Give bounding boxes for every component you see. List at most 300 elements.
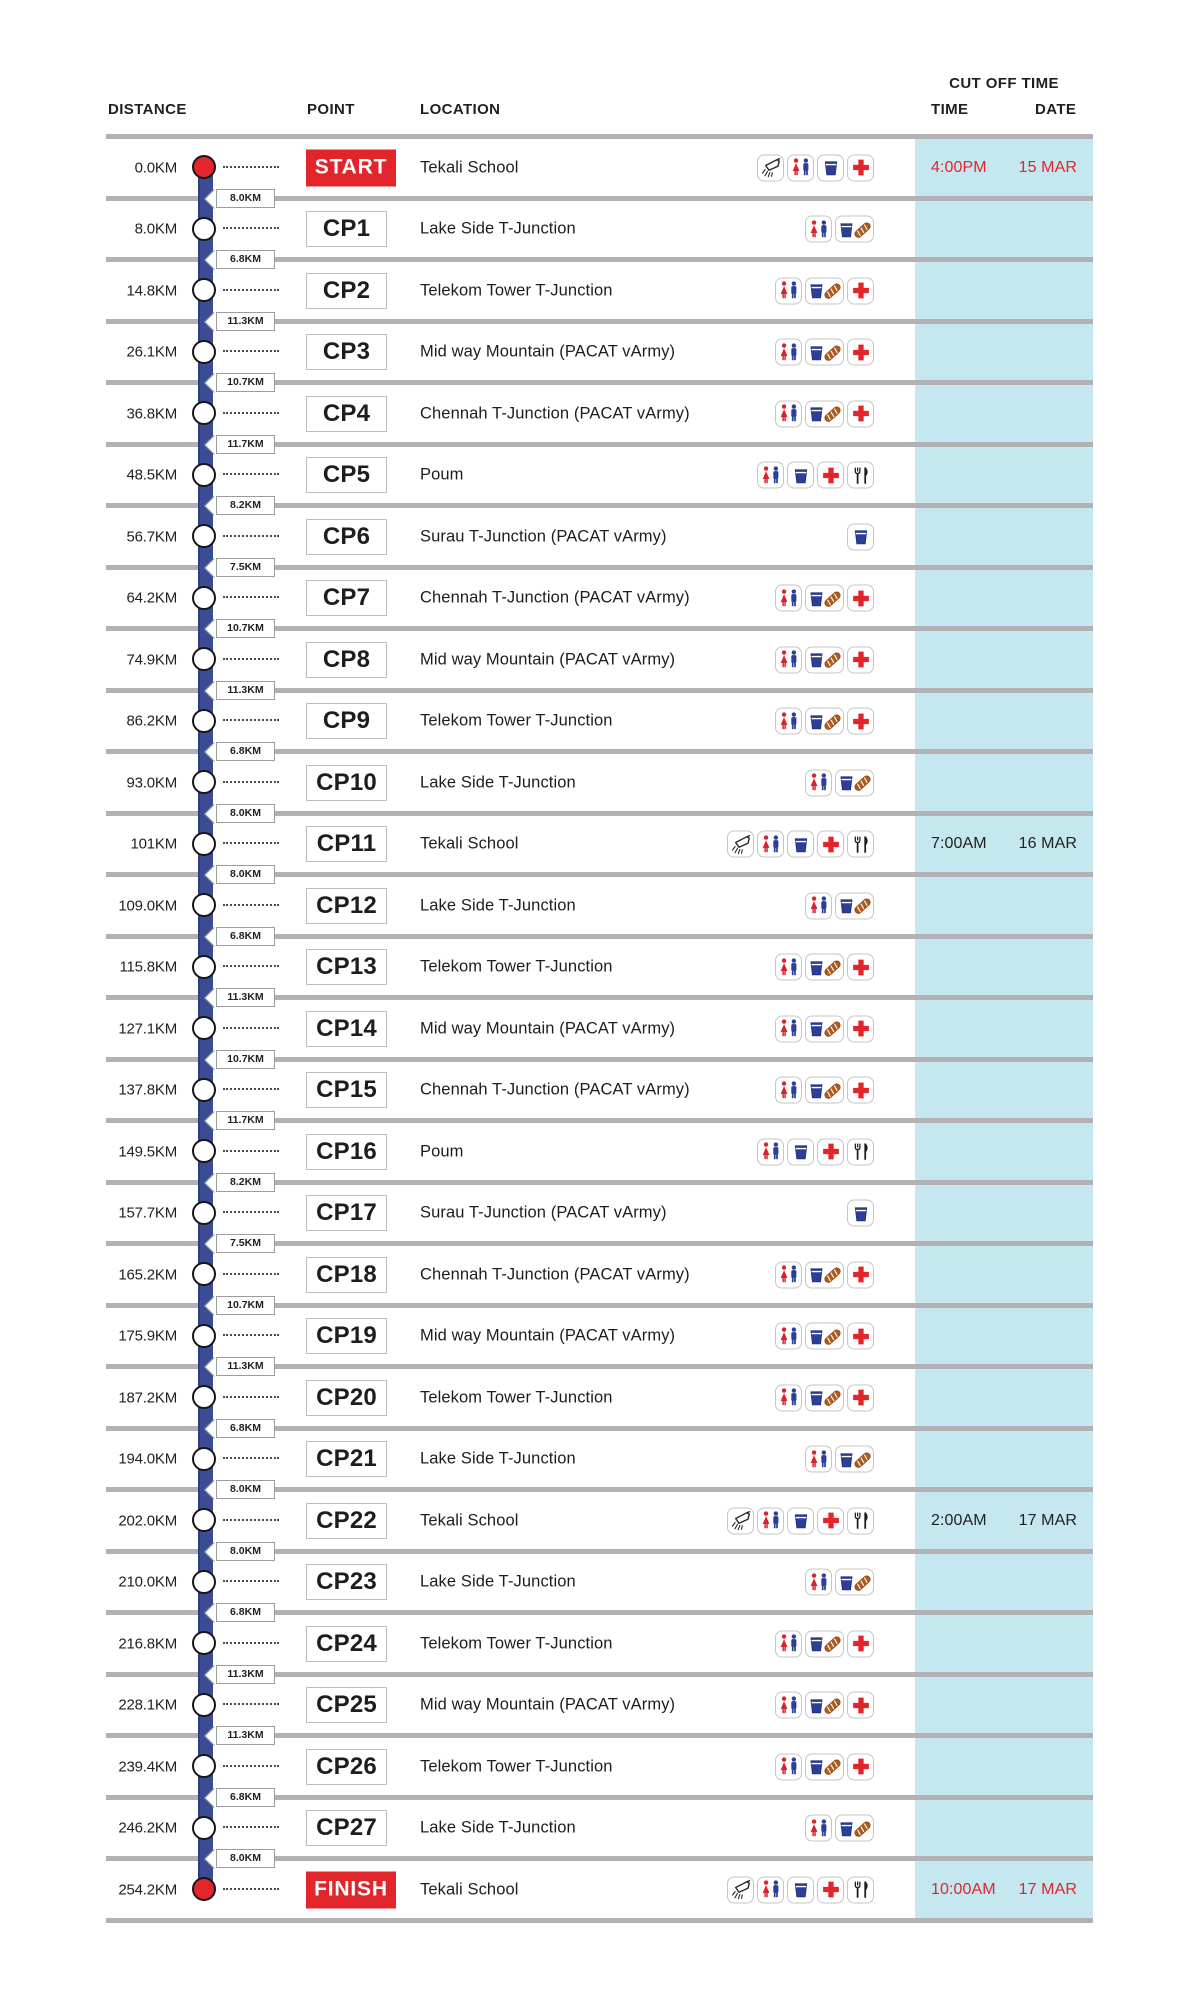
timeline-node: [192, 1385, 216, 1409]
table-row: [0, 1861, 1200, 1918]
location-label: Telekom Tower T-Junction: [420, 1388, 613, 1407]
toilet-icon: [775, 1015, 802, 1042]
leader-dots: [223, 1826, 279, 1828]
location-label: Telekom Tower T-Junction: [420, 957, 613, 976]
medic-icon: [847, 1753, 874, 1780]
toilet-icon: [775, 585, 802, 612]
location-label: Lake Side T-Junction: [420, 896, 576, 915]
table-row: [0, 1615, 1200, 1672]
leader-dots: [223, 227, 279, 229]
timeline-node: [192, 1078, 216, 1102]
toilet-icon: [757, 462, 784, 489]
water-food-icon: [805, 1753, 844, 1780]
point-badge: CP12: [306, 888, 387, 924]
distance-label: 165.2KM: [118, 1266, 177, 1284]
water-food-icon: [835, 892, 874, 919]
meal-icon: [847, 1138, 874, 1165]
segment-distance-tag: [202, 1480, 276, 1499]
amenity-icons: [757, 462, 874, 489]
segment-distance-tag: [202, 1603, 276, 1622]
table-row: [0, 816, 1200, 873]
table-row: [0, 1000, 1200, 1057]
amenity-icons: [757, 154, 874, 181]
amenity-icons: [847, 1200, 874, 1227]
location-label: Telekom Tower T-Junction: [420, 1757, 613, 1776]
segment-distance-label: 11.3KM: [216, 681, 275, 700]
distance-label: 239.4KM: [118, 1758, 177, 1776]
segment-distance-tag: [202, 312, 276, 331]
segment-distance-tag: [202, 1050, 276, 1069]
shower-icon: [727, 831, 754, 858]
segment-distance-tag: [202, 1849, 276, 1868]
distance-label: 36.8KM: [126, 405, 177, 423]
segment-distance-tag: [202, 742, 276, 761]
location-label: Poum: [420, 465, 464, 484]
leader-dots: [223, 1888, 279, 1890]
location-label: Lake Side T-Junction: [420, 773, 576, 792]
medic-icon: [847, 1015, 874, 1042]
amenity-icons: [775, 1753, 874, 1780]
location-label: Telekom Tower T-Junction: [420, 281, 613, 300]
location-label: Lake Side T-Junction: [420, 219, 576, 238]
water-icon: [787, 1507, 814, 1534]
water-food-icon: [805, 646, 844, 673]
distance-label: 109.0KM: [118, 897, 177, 915]
toilet-icon: [775, 1323, 802, 1350]
segment-distance-label: 11.7KM: [216, 1111, 275, 1130]
segment-distance-label: 8.0KM: [216, 804, 275, 823]
distance-label: 0.0KM: [134, 159, 177, 177]
amenity-icons: [775, 277, 874, 304]
segment-distance-tag: [202, 1788, 276, 1807]
segment-distance-tag: [202, 558, 276, 577]
water-icon: [787, 831, 814, 858]
water-food-icon: [835, 1815, 874, 1842]
table-row: [0, 1123, 1200, 1180]
table-row: [0, 1185, 1200, 1242]
segment-distance-label: 10.7KM: [216, 1050, 275, 1069]
leader-dots: [223, 1211, 279, 1213]
segment-distance-tag: [202, 189, 276, 208]
table-row: [0, 201, 1200, 258]
water-food-icon: [835, 1446, 874, 1473]
amenity-icons: [805, 216, 874, 243]
distance-label: 93.0KM: [126, 774, 177, 792]
point-badge: CP18: [306, 1257, 387, 1293]
segment-distance-label: 7.5KM: [216, 1234, 275, 1253]
amenity-icons: [775, 1261, 874, 1288]
table-row: [0, 1431, 1200, 1488]
point-badge: CP16: [306, 1134, 387, 1170]
segment-distance-label: 10.7KM: [216, 373, 275, 392]
leader-dots: [223, 1334, 279, 1336]
toilet-icon: [775, 1692, 802, 1719]
cutoff-cell: [915, 1512, 1093, 1530]
distance-label: 202.0KM: [118, 1512, 177, 1530]
segment-distance-tag: [202, 1357, 276, 1376]
shower-icon: [757, 154, 784, 181]
timeline-node: [192, 1262, 216, 1286]
segment-distance-label: 8.0KM: [216, 1849, 275, 1868]
location-label: Poum: [420, 1142, 464, 1161]
shower-icon: [727, 1507, 754, 1534]
toilet-icon: [775, 1630, 802, 1657]
water-food-icon: [805, 277, 844, 304]
toilet-icon: [775, 1261, 802, 1288]
location-label: Telekom Tower T-Junction: [420, 711, 613, 730]
meal-icon: [847, 831, 874, 858]
cutoff-cell: [915, 159, 1093, 177]
timeline-node: [192, 832, 216, 856]
timeline-node: [192, 278, 216, 302]
timeline-node: [192, 340, 216, 364]
point-badge: START: [306, 149, 396, 186]
table-row: [0, 631, 1200, 688]
segment-distance-tag: [202, 1296, 276, 1315]
point-badge: CP10: [306, 765, 387, 801]
leader-dots: [223, 1088, 279, 1090]
medic-icon: [847, 1323, 874, 1350]
water-food-icon: [805, 400, 844, 427]
leader-dots: [223, 412, 279, 414]
leader-dots: [223, 719, 279, 721]
water-food-icon: [805, 339, 844, 366]
timeline-node: [192, 1693, 216, 1717]
distance-label: 216.8KM: [118, 1635, 177, 1653]
distance-label: 254.2KM: [118, 1881, 177, 1899]
water-icon: [847, 1200, 874, 1227]
location-label: Tekali School: [420, 1511, 519, 1530]
timeline-node: [192, 1570, 216, 1594]
distance-label: 187.2KM: [118, 1389, 177, 1407]
leader-dots: [223, 1765, 279, 1767]
amenity-icons: [775, 646, 874, 673]
distance-label: 194.0KM: [118, 1450, 177, 1468]
medic-icon: [817, 462, 844, 489]
water-icon: [787, 1876, 814, 1903]
distance-label: 101KM: [130, 835, 177, 853]
medic-icon: [847, 1261, 874, 1288]
segment-distance-label: 6.8KM: [216, 1603, 275, 1622]
column-header-cutoff: CUT OFF TIME: [949, 75, 1059, 92]
leader-dots: [223, 289, 279, 291]
leader-dots: [223, 1150, 279, 1152]
leader-dots: [223, 1457, 279, 1459]
table-row: [0, 1554, 1200, 1611]
segment-distance-tag: [202, 250, 276, 269]
segment-distance-label: 10.7KM: [216, 619, 275, 638]
timeline-node: [192, 1508, 216, 1532]
point-badge: CP8: [306, 642, 387, 678]
leader-dots: [223, 1642, 279, 1644]
segment-distance-label: 6.8KM: [216, 1788, 275, 1807]
column-header-date: DATE: [1035, 101, 1077, 118]
leader-dots: [223, 535, 279, 537]
toilet-icon: [775, 954, 802, 981]
point-badge: CP14: [306, 1011, 387, 1047]
point-badge: CP25: [306, 1687, 387, 1723]
location-label: Tekali School: [420, 158, 519, 177]
segment-distance-label: 11.3KM: [216, 1665, 275, 1684]
distance-label: 246.2KM: [118, 1819, 177, 1837]
timeline-node: [192, 1877, 216, 1901]
amenity-icons: [775, 1630, 874, 1657]
toilet-icon: [757, 1876, 784, 1903]
medic-icon: [847, 154, 874, 181]
table-row: [0, 139, 1200, 196]
amenity-icons: [757, 1138, 874, 1165]
segment-distance-tag: [202, 988, 276, 1007]
distance-label: 137.8KM: [118, 1081, 177, 1099]
water-food-icon: [805, 708, 844, 735]
water-icon: [817, 154, 844, 181]
location-label: Mid way Mountain (PACAT vArmy): [420, 1019, 676, 1038]
segment-distance-tag: [202, 619, 276, 638]
segment-distance-label: 7.5KM: [216, 558, 275, 577]
column-header-location: LOCATION: [420, 101, 501, 118]
point-badge: CP17: [306, 1195, 387, 1231]
distance-label: 14.8KM: [126, 282, 177, 300]
timeline-node: [192, 893, 216, 917]
timeline-node: [192, 709, 216, 733]
medic-icon: [847, 1077, 874, 1104]
location-label: Telekom Tower T-Junction: [420, 1634, 613, 1653]
distance-label: 26.1KM: [126, 343, 177, 361]
water-food-icon: [805, 954, 844, 981]
table-row: [0, 508, 1200, 565]
cutoff-date: 16 MAR: [1018, 835, 1077, 853]
distance-label: 210.0KM: [118, 1573, 177, 1591]
amenity-icons: [727, 1507, 874, 1534]
toilet-icon: [805, 1569, 832, 1596]
segment-distance-tag: [202, 1234, 276, 1253]
table-row: [0, 1800, 1200, 1857]
point-badge: CP22: [306, 1503, 387, 1539]
water-food-icon: [805, 1261, 844, 1288]
medic-icon: [847, 400, 874, 427]
point-badge: CP15: [306, 1072, 387, 1108]
location-label: Mid way Mountain (PACAT vArmy): [420, 1326, 676, 1345]
location-label: Mid way Mountain (PACAT vArmy): [420, 650, 676, 669]
amenity-icons: [775, 1384, 874, 1411]
point-badge: CP3: [306, 334, 387, 370]
water-food-icon: [835, 216, 874, 243]
toilet-icon: [757, 831, 784, 858]
medic-icon: [817, 831, 844, 858]
timeline-node: [192, 1324, 216, 1348]
segment-distance-label: 11.3KM: [216, 312, 275, 331]
amenity-icons: [775, 339, 874, 366]
table-row: [0, 324, 1200, 381]
segment-distance-label: 8.0KM: [216, 189, 275, 208]
distance-label: 64.2KM: [126, 589, 177, 607]
toilet-icon: [775, 1384, 802, 1411]
amenity-icons: [805, 1569, 874, 1596]
toilet-icon: [757, 1507, 784, 1534]
table-row: [0, 570, 1200, 627]
amenity-icons: [775, 1015, 874, 1042]
meal-icon: [847, 462, 874, 489]
segment-distance-tag: [202, 681, 276, 700]
distance-label: 157.7KM: [118, 1204, 177, 1222]
toilet-icon: [757, 1138, 784, 1165]
table-row: [0, 1062, 1200, 1119]
point-badge: CP19: [306, 1318, 387, 1354]
medic-icon: [847, 646, 874, 673]
segment-distance-label: 11.3KM: [216, 988, 275, 1007]
point-badge: CP27: [306, 1810, 387, 1846]
cutoff-time: 4:00PM: [931, 158, 987, 176]
point-badge: CP21: [306, 1441, 387, 1477]
cutoff-date: 15 MAR: [1018, 158, 1077, 176]
cutoff-time: 2:00AM: [931, 1511, 987, 1529]
medic-icon: [817, 1876, 844, 1903]
segment-distance-tag: [202, 927, 276, 946]
toilet-icon: [775, 400, 802, 427]
timeline-node: [192, 217, 216, 241]
distance-label: 56.7KM: [126, 528, 177, 546]
segment-distance-label: 10.7KM: [216, 1296, 275, 1315]
point-badge: FINISH: [306, 1871, 396, 1908]
segment-distance-label: 11.3KM: [216, 1726, 275, 1745]
timeline-node: [192, 1016, 216, 1040]
medic-icon: [847, 708, 874, 735]
leader-dots: [223, 166, 279, 168]
cutoff-time: 10:00AM: [931, 1880, 996, 1898]
water-food-icon: [805, 1077, 844, 1104]
amenity-icons: [775, 585, 874, 612]
amenity-icons: [775, 1323, 874, 1350]
toilet-icon: [805, 892, 832, 919]
leader-dots: [223, 842, 279, 844]
leader-dots: [223, 1519, 279, 1521]
leader-dots: [223, 1703, 279, 1705]
leader-dots: [223, 350, 279, 352]
segment-distance-tag: [202, 496, 276, 515]
segment-distance-label: 8.0KM: [216, 865, 275, 884]
timeline-node: [192, 1631, 216, 1655]
point-badge: CP2: [306, 273, 387, 309]
table-row: [0, 939, 1200, 996]
location-label: Surau T-Junction (PACAT vArmy): [420, 1203, 667, 1222]
medic-icon: [847, 1630, 874, 1657]
amenity-icons: [775, 1077, 874, 1104]
segment-distance-tag: [202, 1111, 276, 1130]
point-badge: CP6: [306, 519, 387, 555]
timeline-node: [192, 770, 216, 794]
location-label: Mid way Mountain (PACAT vArmy): [420, 342, 676, 361]
table-row: [0, 1308, 1200, 1365]
segment-distance-tag: [202, 1419, 276, 1438]
location-label: Chennah T-Junction (PACAT vArmy): [420, 404, 690, 423]
segment-distance-label: 11.3KM: [216, 1357, 275, 1376]
leader-dots: [223, 1273, 279, 1275]
timeline-node: [192, 1816, 216, 1840]
segment-distance-label: 8.0KM: [216, 1542, 275, 1561]
toilet-icon: [805, 1815, 832, 1842]
segment-distance-label: 6.8KM: [216, 250, 275, 269]
segment-distance-tag: [202, 435, 276, 454]
table-row: [0, 877, 1200, 934]
table-row: [0, 1492, 1200, 1549]
point-badge: CP9: [306, 703, 387, 739]
location-label: Lake Side T-Junction: [420, 1449, 576, 1468]
segment-distance-tag: [202, 1173, 276, 1192]
point-badge: CP20: [306, 1380, 387, 1416]
point-badge: CP4: [306, 396, 387, 432]
distance-label: 8.0KM: [134, 220, 177, 238]
timeline-node: [192, 401, 216, 425]
toilet-icon: [805, 769, 832, 796]
cutoff-cell: [915, 835, 1093, 853]
toilet-icon: [805, 216, 832, 243]
point-badge: CP26: [306, 1749, 387, 1785]
leader-dots: [223, 1027, 279, 1029]
segment-distance-label: 8.0KM: [216, 1480, 275, 1499]
meal-icon: [847, 1507, 874, 1534]
amenity-icons: [727, 1876, 874, 1903]
table-row: [0, 754, 1200, 811]
water-food-icon: [835, 1569, 874, 1596]
segment-distance-tag: [202, 865, 276, 884]
amenity-icons: [805, 892, 874, 919]
amenity-icons: [805, 1446, 874, 1473]
table-row: [0, 1677, 1200, 1734]
shower-icon: [727, 1876, 754, 1903]
water-icon: [787, 1138, 814, 1165]
point-badge: CP24: [306, 1626, 387, 1662]
table-row: [0, 447, 1200, 504]
point-badge: CP11: [306, 826, 387, 862]
cutoff-date: 17 MAR: [1018, 1880, 1077, 1898]
leader-dots: [223, 781, 279, 783]
point-badge: CP5: [306, 457, 387, 493]
medic-icon: [847, 1384, 874, 1411]
water-food-icon: [805, 585, 844, 612]
timeline-node: [192, 1201, 216, 1225]
amenity-icons: [775, 954, 874, 981]
leader-dots: [223, 596, 279, 598]
amenity-icons: [775, 400, 874, 427]
distance-label: 127.1KM: [118, 1020, 177, 1038]
water-food-icon: [805, 1630, 844, 1657]
amenity-icons: [805, 769, 874, 796]
toilet-icon: [775, 646, 802, 673]
distance-label: 149.5KM: [118, 1143, 177, 1161]
column-header-point: POINT: [307, 101, 355, 118]
segment-distance-tag: [202, 1542, 276, 1561]
amenity-icons: [727, 831, 874, 858]
medic-icon: [847, 585, 874, 612]
cutoff-date: 17 MAR: [1018, 1511, 1077, 1529]
location-label: Chennah T-Junction (PACAT vArmy): [420, 588, 690, 607]
distance-label: 86.2KM: [126, 712, 177, 730]
leader-dots: [223, 965, 279, 967]
medic-icon: [817, 1507, 844, 1534]
table-row: [0, 693, 1200, 750]
segment-distance-label: 6.8KM: [216, 742, 275, 761]
distance-label: 74.9KM: [126, 651, 177, 669]
segment-distance-label: 11.7KM: [216, 435, 275, 454]
medic-icon: [847, 954, 874, 981]
water-food-icon: [835, 769, 874, 796]
location-label: Lake Side T-Junction: [420, 1818, 576, 1837]
distance-label: 115.8KM: [119, 958, 177, 976]
amenity-icons: [847, 523, 874, 550]
toilet-icon: [775, 1077, 802, 1104]
column-header-distance: DISTANCE: [108, 101, 187, 118]
toilet-icon: [775, 339, 802, 366]
